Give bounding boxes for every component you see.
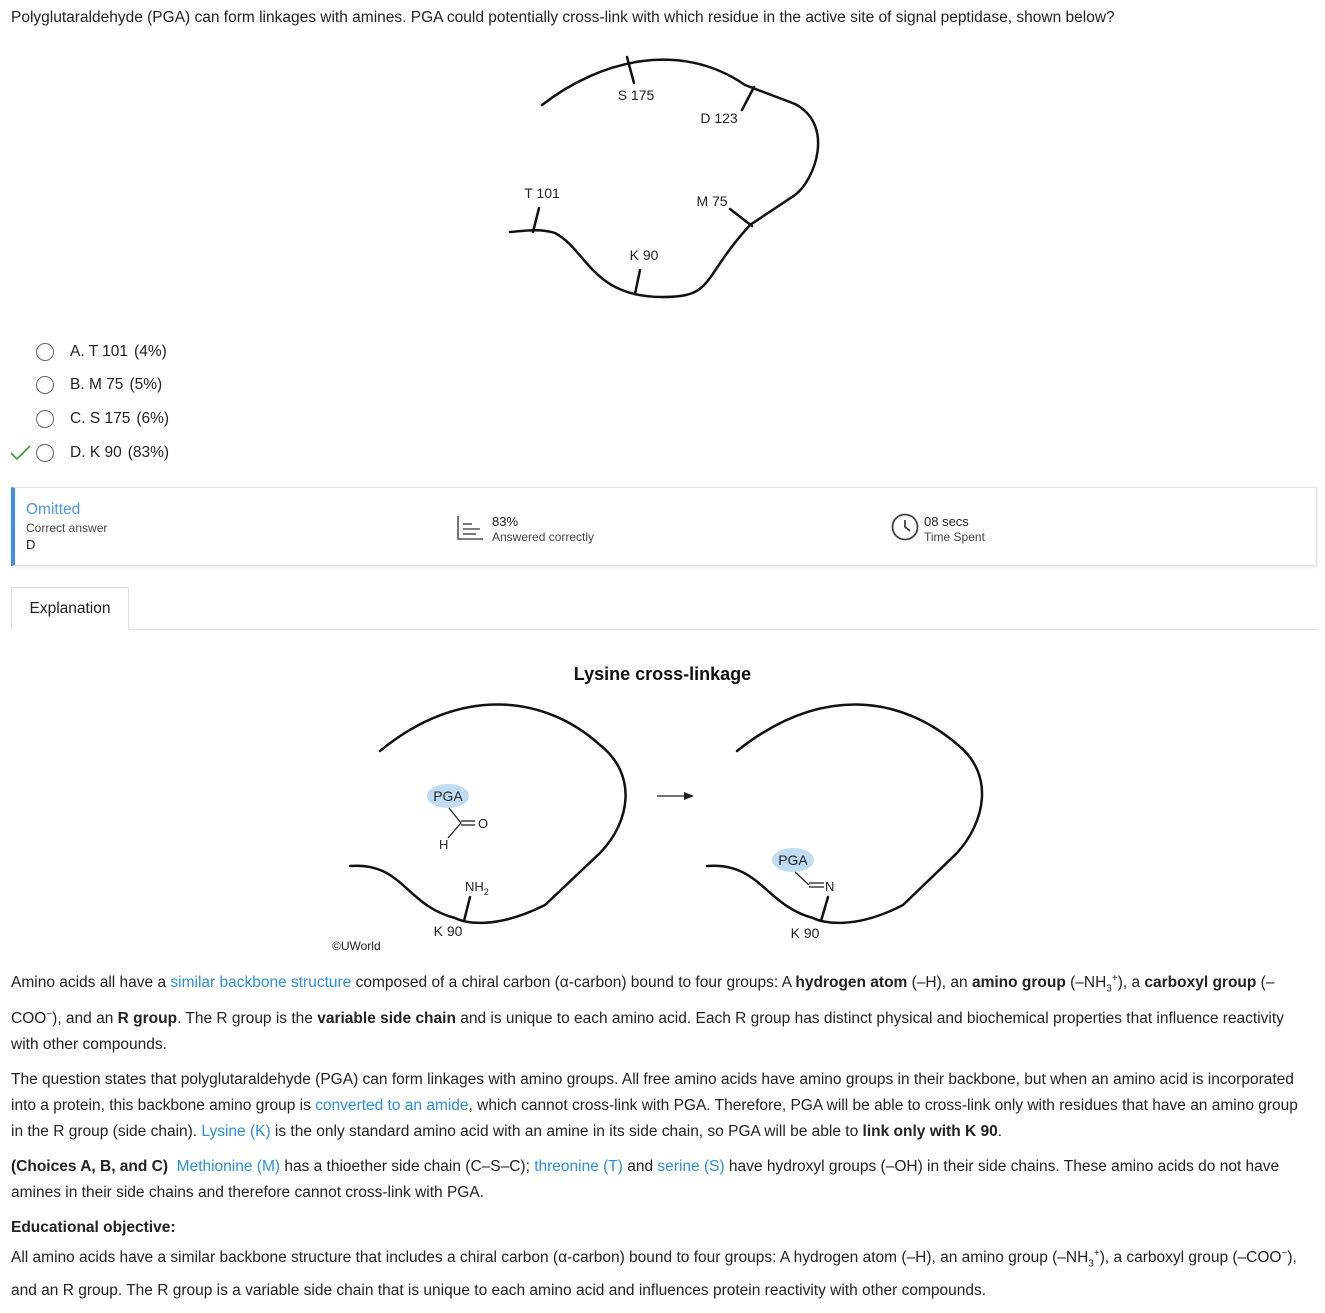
choice-label: T 101: [88, 342, 129, 360]
tab-explanation[interactable]: Explanation: [11, 587, 129, 630]
link-backbone-structure[interactable]: similar backbone structure: [170, 974, 352, 992]
reaction-arrow-icon: [657, 792, 694, 800]
choice-letter: D.: [70, 443, 86, 461]
choice-a[interactable]: [10, 335, 169, 369]
percent-correct-label: Answered correctly: [492, 530, 595, 544]
choice-letter: C.: [70, 409, 86, 427]
explanation-paragraph: The question states that polyglutaraldehyde (PGA) can form linkages with amino groups. All free amino acids have amino groups in their backbone, but when an amino acid is incorporated into a protein, this backbone amino group is converted to an amide, which cannot cross-link with PGA. Therefore, PGA will be able to cross-link only with residues that have an amino group in the R group (side chain). Lysine (K) is the only standard amino acid with an amine in its side chain, so PGA will be able to link only with K 90.: [11, 1071, 1298, 1141]
result-stats-panel: [11, 487, 1317, 566]
amine-label: $NH_2$: [465, 879, 489, 897]
choice-label: S 175: [89, 409, 131, 427]
explanation-paragraph: Amino acids all have a similar backbone structure composed of a chiral carbon (α-carbon) bound to four groups: A hydrogen atom (–H), an amino group $(-NH_3^+)$, a carboxyl group (–COO−), and an R group. The R group is the variable side chain and is unique to each amino acid. Each R group has distinct physical and biochemical properties that influence reactivity with other compounds.: [11, 973, 1284, 1054]
pga-label: PGA: [433, 788, 463, 804]
copyright-label: ©UWorld: [332, 939, 381, 953]
choice-d[interactable]: [10, 436, 169, 470]
correct-answer-label: Correct answer: [26, 521, 108, 535]
choice-c[interactable]: [10, 402, 169, 436]
pga-label: PGA: [778, 852, 808, 868]
link-lysine[interactable]: Lysine (K): [201, 1123, 271, 1141]
figure-title: Lysine cross-linkage: [573, 664, 752, 684]
choice-percent: (6%): [136, 409, 170, 427]
time-spent-label: Time Spent: [924, 530, 985, 544]
link-methionine[interactable]: Methionine (M): [176, 1158, 281, 1176]
time-spent: 08 secs: [924, 514, 969, 529]
lysine-crosslink-figure: [340, 690, 1000, 945]
oxygen-label: O: [478, 816, 489, 831]
radio-button[interactable]: [36, 444, 54, 462]
nitrogen-label: N: [825, 879, 835, 894]
tab-bar-divider: [11, 629, 1317, 630]
question-text: Polyglutaraldehyde (PGA) can form linkages with amines. PGA could potentially cross-link with which residue in the active site of signal peptidase, shown below?: [11, 9, 1115, 26]
choice-letter: A.: [70, 342, 85, 360]
explanation-paragraph: (Choices A, B, and C) Methionine (M) has a thioether side chain (C–S–C); threonine (T) and serine (S) have hydroxyl groups (–OH) in their side chains. These amino acids do not have amines in their side chains and therefore cannot cross-link with PGA.: [11, 1158, 1280, 1202]
checkmark-icon: [10, 445, 32, 461]
k90-label-left: K 90: [433, 923, 463, 939]
link-threonine[interactable]: threonine (T): [534, 1158, 623, 1176]
objective-text: All amino acids have a similar backbone structure that includes a chiral carbon (α-carbon) bound to four groups: A hydrogen atom (–H), an amino group $(-NH_3^+)$, a carboxyl group (–COO−), and an R group. The R group is a variable side chain that is unique to each amino acid and influences protein reactivity with other compounds.: [11, 1248, 1297, 1299]
correct-answer-value: D: [26, 537, 36, 552]
choice-label: K 90: [89, 443, 122, 461]
radio-button[interactable]: [36, 410, 54, 428]
clock-icon: [891, 513, 919, 541]
label-d123: D 123: [700, 110, 738, 126]
choice-percent: (4%): [134, 342, 167, 360]
active-site-diagram: [480, 40, 860, 310]
radio-button[interactable]: [36, 376, 54, 394]
bar-chart-icon: [456, 515, 484, 541]
link-serine[interactable]: serine (S): [657, 1158, 725, 1176]
label-t101: T 101: [524, 185, 560, 201]
link-amide[interactable]: converted to an amide: [315, 1097, 469, 1115]
percent-correct: 83%: [492, 514, 519, 529]
answer-status: Omitted: [26, 501, 81, 518]
choice-percent: (83%): [127, 443, 170, 461]
choice-letter: B.: [70, 376, 85, 394]
hydrogen-label: H: [439, 837, 449, 852]
k90-label-right: K 90: [790, 925, 820, 941]
objective-title: Educational objective:: [11, 1219, 176, 1237]
choice-percent: (5%): [129, 376, 163, 394]
explanation-body: [11, 966, 1311, 1313]
label-k90: K 90: [629, 247, 659, 263]
label-m75: M 75: [696, 193, 728, 209]
choice-b[interactable]: [10, 369, 169, 403]
radio-button[interactable]: [36, 343, 54, 361]
choice-label: M 75: [88, 376, 124, 394]
label-s175: S 175: [617, 87, 655, 103]
answer-choices: [10, 335, 169, 469]
